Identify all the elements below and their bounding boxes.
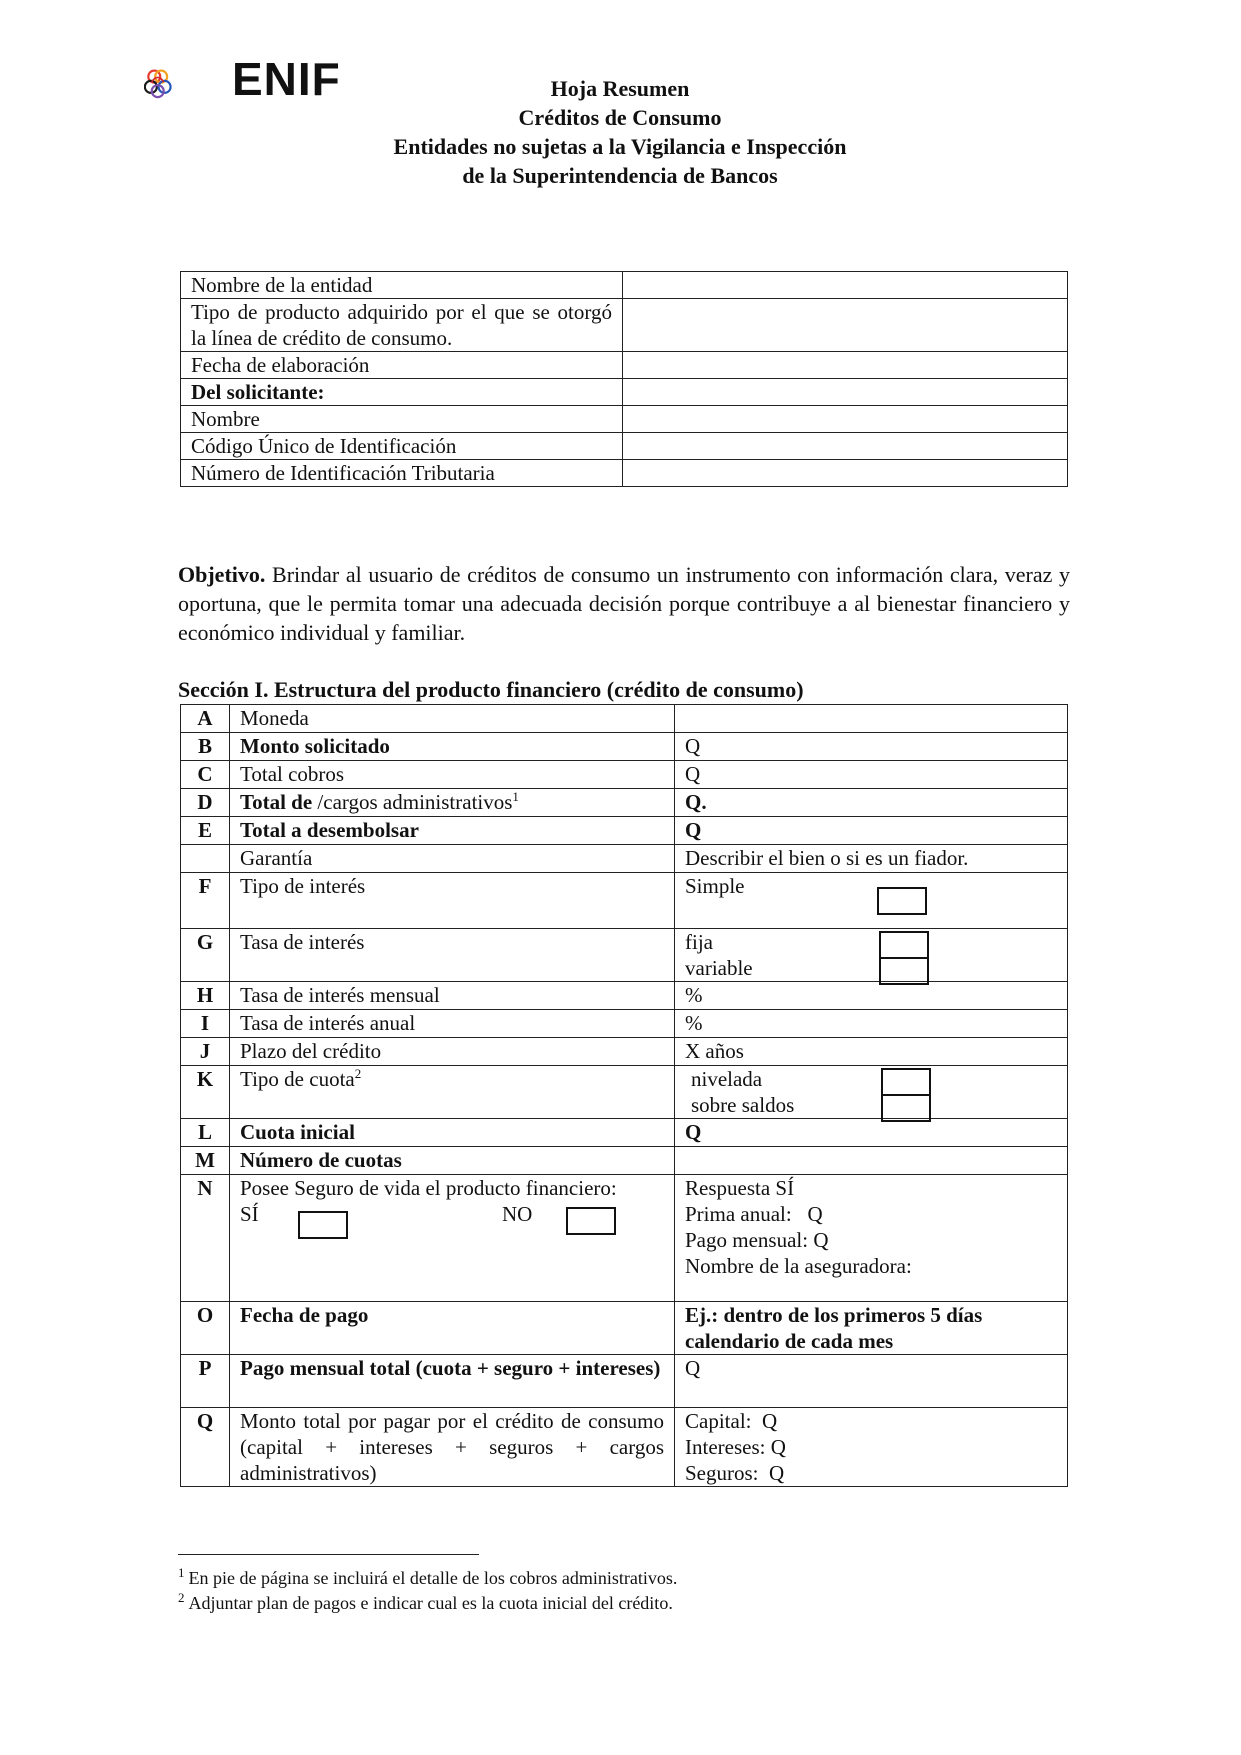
product-type-field[interactable] (623, 299, 1068, 352)
option-label: sobre saldos (691, 1093, 795, 1117)
applicant-name-field[interactable] (623, 406, 1068, 433)
row-value[interactable]: Ej.: dentro de los primeros 5 días calendario de cada mes (675, 1302, 1068, 1355)
row-label: Garantía (230, 845, 675, 873)
entity-name-field[interactable] (623, 272, 1068, 299)
row-value[interactable]: Describir el bien o si es un fiador. (675, 845, 1068, 873)
annual-premium[interactable]: Prima anual: Q (685, 1202, 823, 1226)
row-letter: F (181, 873, 230, 929)
footnote-number: 1 (178, 1565, 185, 1580)
row-label: Total a desembolsar (230, 817, 675, 845)
insurance-question: Posee Seguro de vida el producto financiero: (240, 1176, 617, 1200)
nivelada-checkbox[interactable] (881, 1068, 931, 1096)
table-row (181, 1175, 1068, 1302)
option-label: variable (685, 956, 753, 980)
yes-label: SÍ (240, 1202, 259, 1226)
objective-paragraph (178, 560, 1070, 647)
row-letter: C (181, 761, 230, 789)
row-label: Tipo de interés (230, 873, 675, 929)
table-row (181, 1038, 1068, 1066)
entity-info-table (180, 271, 1068, 487)
objective-label: Objetivo. (178, 562, 266, 587)
row-label: Nombre de la entidad (181, 272, 623, 299)
row-label: Total cobros (230, 761, 675, 789)
row-label: Monto total por pagar por el crédito de consumo (capital + intereses + seguros + cargos administrativos) (230, 1408, 675, 1487)
table-row (181, 352, 1068, 379)
row-label: Fecha de pago (230, 1302, 675, 1355)
section-title: Sección I. Estructura del producto financiero (crédito de consumo) (178, 677, 804, 702)
row-value[interactable]: Q. (675, 789, 1068, 817)
row-label: Pago mensual total (cuota + seguro + intereses) (230, 1355, 675, 1408)
row-label (230, 1066, 675, 1119)
row-letter: Q (181, 1408, 230, 1487)
insurance-yes-checkbox[interactable] (298, 1211, 348, 1239)
table-row (181, 817, 1068, 845)
variable-checkbox[interactable] (879, 957, 929, 985)
objective-text: Brindar al usuario de créditos de consumo un instrumento con información clara, veraz y oportuna, que le permita tomar una adecuada decisión porque contribuye a al bienestar financiero y económico individual y familiar. (178, 562, 1070, 645)
table-row (181, 733, 1068, 761)
table-row (181, 789, 1068, 817)
row-letter: B (181, 733, 230, 761)
footnote-2 (178, 1591, 677, 1616)
credit-structure-table (180, 704, 1068, 1487)
row-label: Del solicitante: (181, 379, 623, 406)
date-field[interactable] (623, 352, 1068, 379)
sobre-saldos-checkbox[interactable] (881, 1094, 931, 1122)
row-value (675, 1175, 1068, 1302)
no-label: NO (502, 1202, 533, 1226)
row-value[interactable]: Q (675, 1119, 1068, 1147)
row-value[interactable]: Q (675, 761, 1068, 789)
interest-value[interactable]: Intereses: Q (685, 1435, 786, 1459)
row-label: Cuota inicial (230, 1119, 675, 1147)
footnote-text: Adjuntar plan de pagos e indicar cual es la cuota inicial del crédito. (188, 1593, 673, 1613)
cui-field[interactable] (623, 433, 1068, 460)
footnote-divider (178, 1554, 479, 1555)
footnote-ref: 2 (354, 1066, 362, 1081)
footnotes (178, 1566, 677, 1616)
row-letter: E (181, 817, 230, 845)
label-text: Tipo de cuota (240, 1067, 355, 1091)
row-letter: J (181, 1038, 230, 1066)
table-row (181, 1066, 1068, 1119)
row-label: Número de cuotas (230, 1147, 675, 1175)
table-row (181, 460, 1068, 487)
table-row (181, 705, 1068, 733)
row-value[interactable] (675, 705, 1068, 733)
row-label: Número de Identificación Tributaria (181, 460, 623, 487)
enif-logo (144, 46, 234, 126)
header-line4: de la Superintendencia de Bancos (462, 163, 778, 188)
row-letter: K (181, 1066, 230, 1119)
row-label: Plazo del crédito (230, 1038, 675, 1066)
row-letter: A (181, 705, 230, 733)
table-row (181, 272, 1068, 299)
nit-field[interactable] (623, 460, 1068, 487)
label-rest: /cargos administrativos (312, 790, 513, 814)
table-row (181, 982, 1068, 1010)
table-row (181, 1147, 1068, 1175)
row-label: Tipo de producto adquirido por el que se otorgó la línea de crédito de consumo. (181, 299, 623, 352)
table-row (181, 299, 1068, 352)
row-letter: D (181, 789, 230, 817)
row-letter: O (181, 1302, 230, 1355)
row-label: Moneda (230, 705, 675, 733)
row-value[interactable]: Q (675, 1355, 1068, 1408)
table-row (181, 873, 1068, 929)
header-line3: Entidades no sujetas a la Vigilancia e Inspección (393, 134, 847, 159)
row-letter: L (181, 1119, 230, 1147)
document-header (330, 74, 910, 190)
row-value (675, 873, 1068, 929)
row-value[interactable]: % (675, 1010, 1068, 1038)
row-value[interactable] (675, 1147, 1068, 1175)
applicant-field[interactable] (623, 379, 1068, 406)
row-label: Nombre (181, 406, 623, 433)
row-letter: P (181, 1355, 230, 1408)
table-row (181, 433, 1068, 460)
row-value (675, 1408, 1068, 1487)
insurance-value[interactable]: Seguros: Q (685, 1461, 785, 1485)
insurance-answer: Respuesta SÍ (685, 1176, 795, 1200)
row-label: Tasa de interés mensual (230, 982, 675, 1010)
table-row (181, 1302, 1068, 1355)
table-row (181, 845, 1068, 873)
row-label: Código Único de Identificación (181, 433, 623, 460)
row-value (675, 929, 1068, 982)
row-value (675, 1066, 1068, 1119)
simple-checkbox[interactable] (877, 887, 927, 915)
table-row (181, 929, 1068, 982)
footnote-ref: 1 (512, 789, 519, 804)
row-label (230, 1175, 675, 1302)
table-row (181, 379, 1068, 406)
row-value[interactable]: X años (675, 1038, 1068, 1066)
option-label: Simple (685, 874, 745, 898)
row-label: Tasa de interés (230, 929, 675, 982)
capital-value[interactable]: Capital: Q (685, 1409, 778, 1433)
option-label: nivelada (691, 1067, 763, 1091)
row-value[interactable]: % (675, 982, 1068, 1010)
insurer-name[interactable]: Nombre de la aseguradora: (685, 1254, 912, 1278)
table-row (181, 406, 1068, 433)
label-bold-part: Total de (240, 790, 313, 814)
row-letter: N (181, 1175, 230, 1302)
option-label: fija (685, 930, 713, 954)
monthly-payment[interactable]: Pago mensual: Q (685, 1228, 829, 1252)
row-value[interactable]: Q (675, 733, 1068, 761)
footnote-number: 2 (178, 1590, 185, 1605)
row-letter: G (181, 929, 230, 982)
row-label: Monto solicitado (230, 733, 675, 761)
row-letter: H (181, 982, 230, 1010)
table-row (181, 1119, 1068, 1147)
table-row (181, 1355, 1068, 1408)
row-value[interactable]: Q (675, 817, 1068, 845)
row-label (230, 789, 675, 817)
logo-wordmark: ENIF (232, 53, 341, 105)
footnote-1 (178, 1566, 677, 1591)
row-label: Fecha de elaboración (181, 352, 623, 379)
table-row (181, 761, 1068, 789)
footnote-text: En pie de página se incluirá el detalle de los cobros administrativos. (188, 1568, 678, 1588)
table-row (181, 1010, 1068, 1038)
fija-checkbox[interactable] (879, 931, 929, 959)
header-subtitle: Créditos de Consumo (518, 105, 722, 130)
row-letter: M (181, 1147, 230, 1175)
insurance-no-checkbox[interactable] (566, 1207, 616, 1235)
header-title: Hoja Resumen (550, 76, 690, 101)
row-letter: I (181, 1010, 230, 1038)
table-row (181, 1408, 1068, 1487)
row-letter (181, 845, 230, 873)
row-label: Tasa de interés anual (230, 1010, 675, 1038)
